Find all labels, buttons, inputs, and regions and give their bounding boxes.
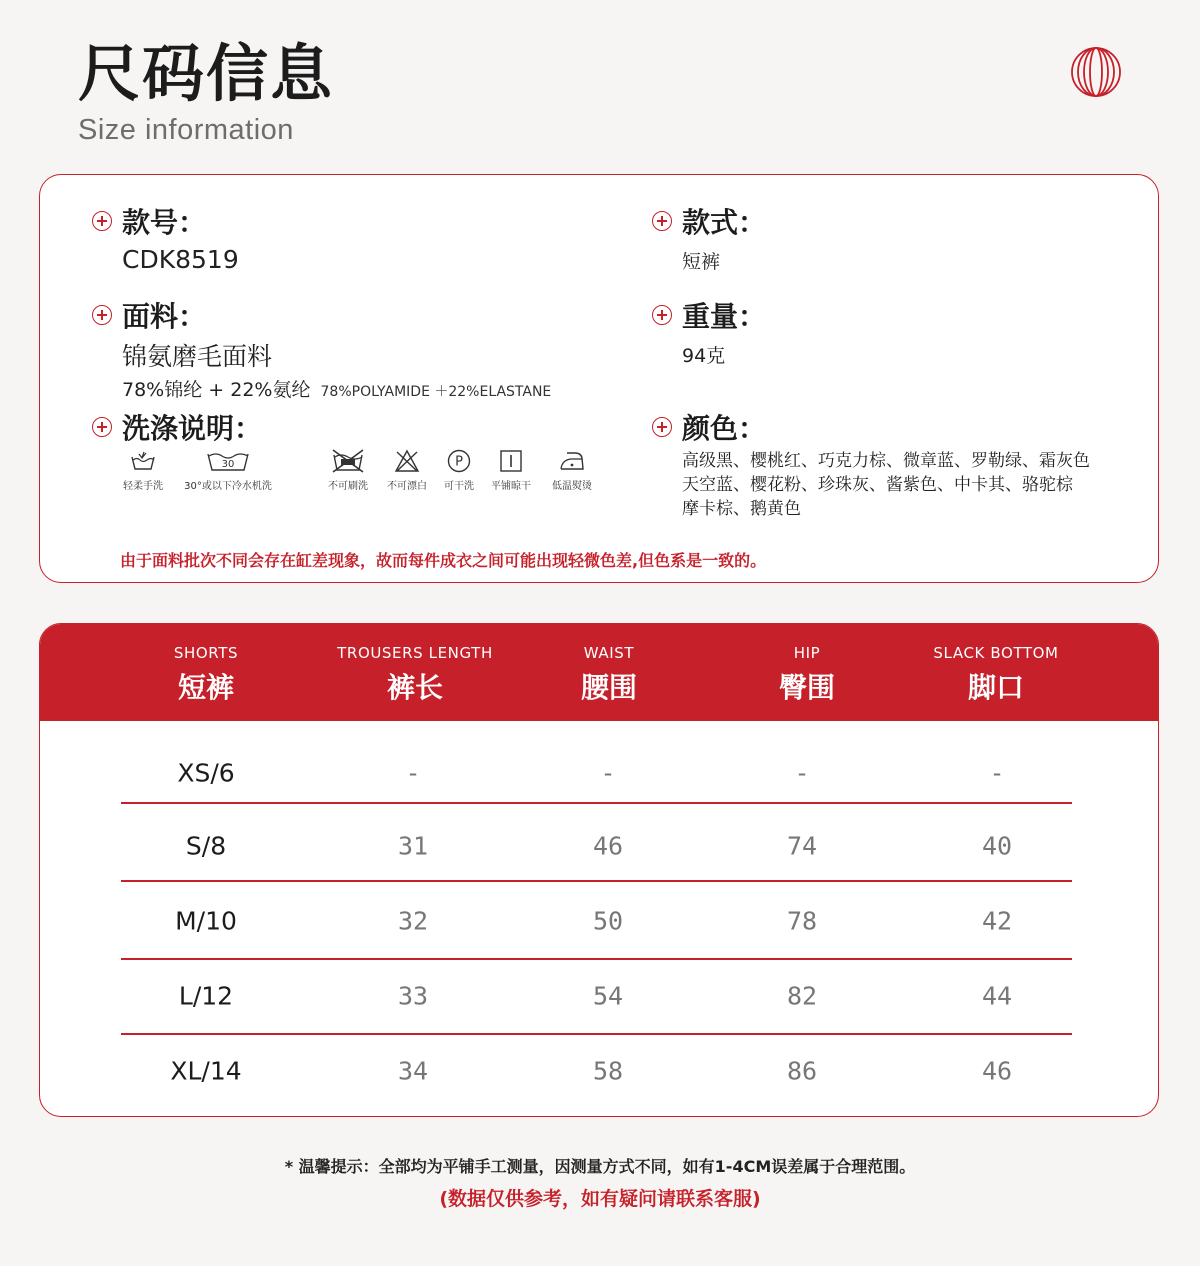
hand-wash-icon xyxy=(130,449,156,473)
table-cell: 74 xyxy=(786,831,818,860)
composition-en: 78%POLYAMIDE ＋22%ELASTANE xyxy=(320,384,552,400)
column-header-cn: 腰围 xyxy=(580,671,637,704)
composition-line xyxy=(122,375,551,402)
plus-circle-icon xyxy=(652,211,672,231)
fabric-label: 面料： xyxy=(122,300,207,333)
size-label: XL/14 xyxy=(170,1056,242,1085)
composition-cn: 78%锦纶 + 22%氨纶 xyxy=(122,379,311,401)
table-cell: 34 xyxy=(397,1056,429,1085)
column-header-cn: 臀围 xyxy=(778,671,835,704)
dry-clean-letter: P xyxy=(455,454,463,470)
column-header-cn: 裤长 xyxy=(386,671,443,704)
weight-value: 94克 xyxy=(682,345,726,367)
table-row xyxy=(40,958,1158,1033)
flat-dry-icon xyxy=(499,449,523,473)
table-cell: - xyxy=(989,758,1005,787)
care-item xyxy=(544,449,600,492)
table-cell: 86 xyxy=(786,1056,818,1085)
column-header-en: HIP xyxy=(793,644,821,662)
color-list-line: 天空蓝、樱花粉、珍珠灰、酱紫色、中卡其、骆驼棕 xyxy=(682,475,1073,495)
table-cell: 50 xyxy=(592,906,624,935)
no-bleach-icon xyxy=(394,449,420,473)
table-cell: 82 xyxy=(786,981,818,1010)
plus-circle-icon xyxy=(652,305,672,325)
wash-temp: 30 xyxy=(221,459,235,470)
table-cell: 31 xyxy=(397,831,429,860)
care-label-text: 不可漂白 xyxy=(387,481,427,492)
column-header-en: WAIST xyxy=(583,644,635,662)
color-label: 颜色： xyxy=(682,412,767,445)
care-item xyxy=(118,449,168,492)
low-iron-icon xyxy=(558,449,586,473)
dry-clean-p-icon xyxy=(447,449,471,473)
care-label-text: 可干洗 xyxy=(444,481,474,492)
size-label: M/10 xyxy=(175,906,237,935)
reference-note: (数据仅供参考，如有疑问请联系客服) xyxy=(439,1188,761,1210)
size-label: XS/6 xyxy=(177,758,235,787)
table-cell: 32 xyxy=(397,906,429,935)
table-cell: - xyxy=(405,758,421,787)
color-difference-note: 由于面料批次不同会存在缸差现象，故而每件成衣之间可能出现轻微色差,但色系是一致的。 xyxy=(120,551,767,570)
page-title: 尺码信息 xyxy=(78,37,335,110)
table-cell: - xyxy=(600,758,616,787)
color-list-line: 摩卡棕、鹅黄色 xyxy=(682,499,801,519)
size-table-header xyxy=(40,624,1158,721)
style-value: 短裤 xyxy=(682,251,721,273)
care-item xyxy=(486,449,536,492)
column-header xyxy=(876,644,1116,706)
weight-label: 重量： xyxy=(682,300,767,333)
row-divider xyxy=(121,880,1072,882)
row-divider xyxy=(121,802,1072,804)
table-cell: 46 xyxy=(981,1056,1013,1085)
care-item xyxy=(321,449,375,492)
plus-circle-icon xyxy=(652,417,672,437)
care-label-text: 不可刷洗 xyxy=(328,481,368,492)
plus-circle-icon xyxy=(92,305,112,325)
table-row xyxy=(40,1033,1158,1108)
table-cell: 46 xyxy=(592,831,624,860)
wash-30-icon xyxy=(206,449,250,473)
table-row xyxy=(40,735,1158,810)
care-label-text: 轻柔手洗 xyxy=(123,481,163,492)
table-cell: 40 xyxy=(981,831,1013,860)
style-no-value: CDK8519 xyxy=(122,245,239,274)
table-row xyxy=(40,883,1158,958)
column-header-en: SLACK BOTTOM xyxy=(933,644,1059,662)
table-cell: 78 xyxy=(786,906,818,935)
column-header-cn: 脚口 xyxy=(967,671,1024,704)
table-cell: 44 xyxy=(981,981,1013,1010)
column-header xyxy=(86,644,326,706)
column-header-en: TROUSERS LENGTH xyxy=(337,644,493,662)
table-cell: 33 xyxy=(397,981,429,1010)
care-label-text: 平铺晾干 xyxy=(491,481,531,492)
plus-circle-icon xyxy=(92,211,112,231)
table-row xyxy=(40,808,1158,883)
column-header-en: SHORTS xyxy=(173,644,239,662)
table-cell: 54 xyxy=(592,981,624,1010)
color-list-line: 高级黑、樱桃红、巧克力棕、微章蓝、罗勒绿、霜灰色 xyxy=(682,451,1090,471)
care-item xyxy=(380,449,434,492)
table-cell: - xyxy=(794,758,810,787)
column-header-cn: 短裤 xyxy=(177,671,234,704)
style-no-label: 款号： xyxy=(122,206,207,239)
size-label: S/8 xyxy=(185,831,227,860)
page-subtitle: Size information xyxy=(78,114,294,146)
size-table xyxy=(39,623,1159,1117)
fabric-value: 锦氨磨毛面料 xyxy=(122,342,273,371)
care-item xyxy=(438,449,480,492)
table-cell: 42 xyxy=(981,906,1013,935)
care-label: 洗涤说明： xyxy=(122,412,263,445)
style-label: 款式： xyxy=(682,206,767,239)
plus-circle-icon xyxy=(92,417,112,437)
size-label: L/12 xyxy=(178,981,234,1010)
care-icons-row xyxy=(118,449,598,499)
care-item xyxy=(176,449,280,492)
product-info-card xyxy=(39,174,1159,583)
measurement-tip: * 温馨提示：全部均为平铺手工测量，因测量方式不同，如有1-4CM误差属于合理范围。 xyxy=(284,1157,916,1176)
no-brush-icon xyxy=(331,449,365,473)
concentric-rings-logo xyxy=(1070,46,1122,98)
table-cell: 58 xyxy=(592,1056,624,1085)
care-label-text: 低温熨烫 xyxy=(552,481,592,492)
care-label-text: 30°或以下冷水机洗 xyxy=(184,481,272,492)
